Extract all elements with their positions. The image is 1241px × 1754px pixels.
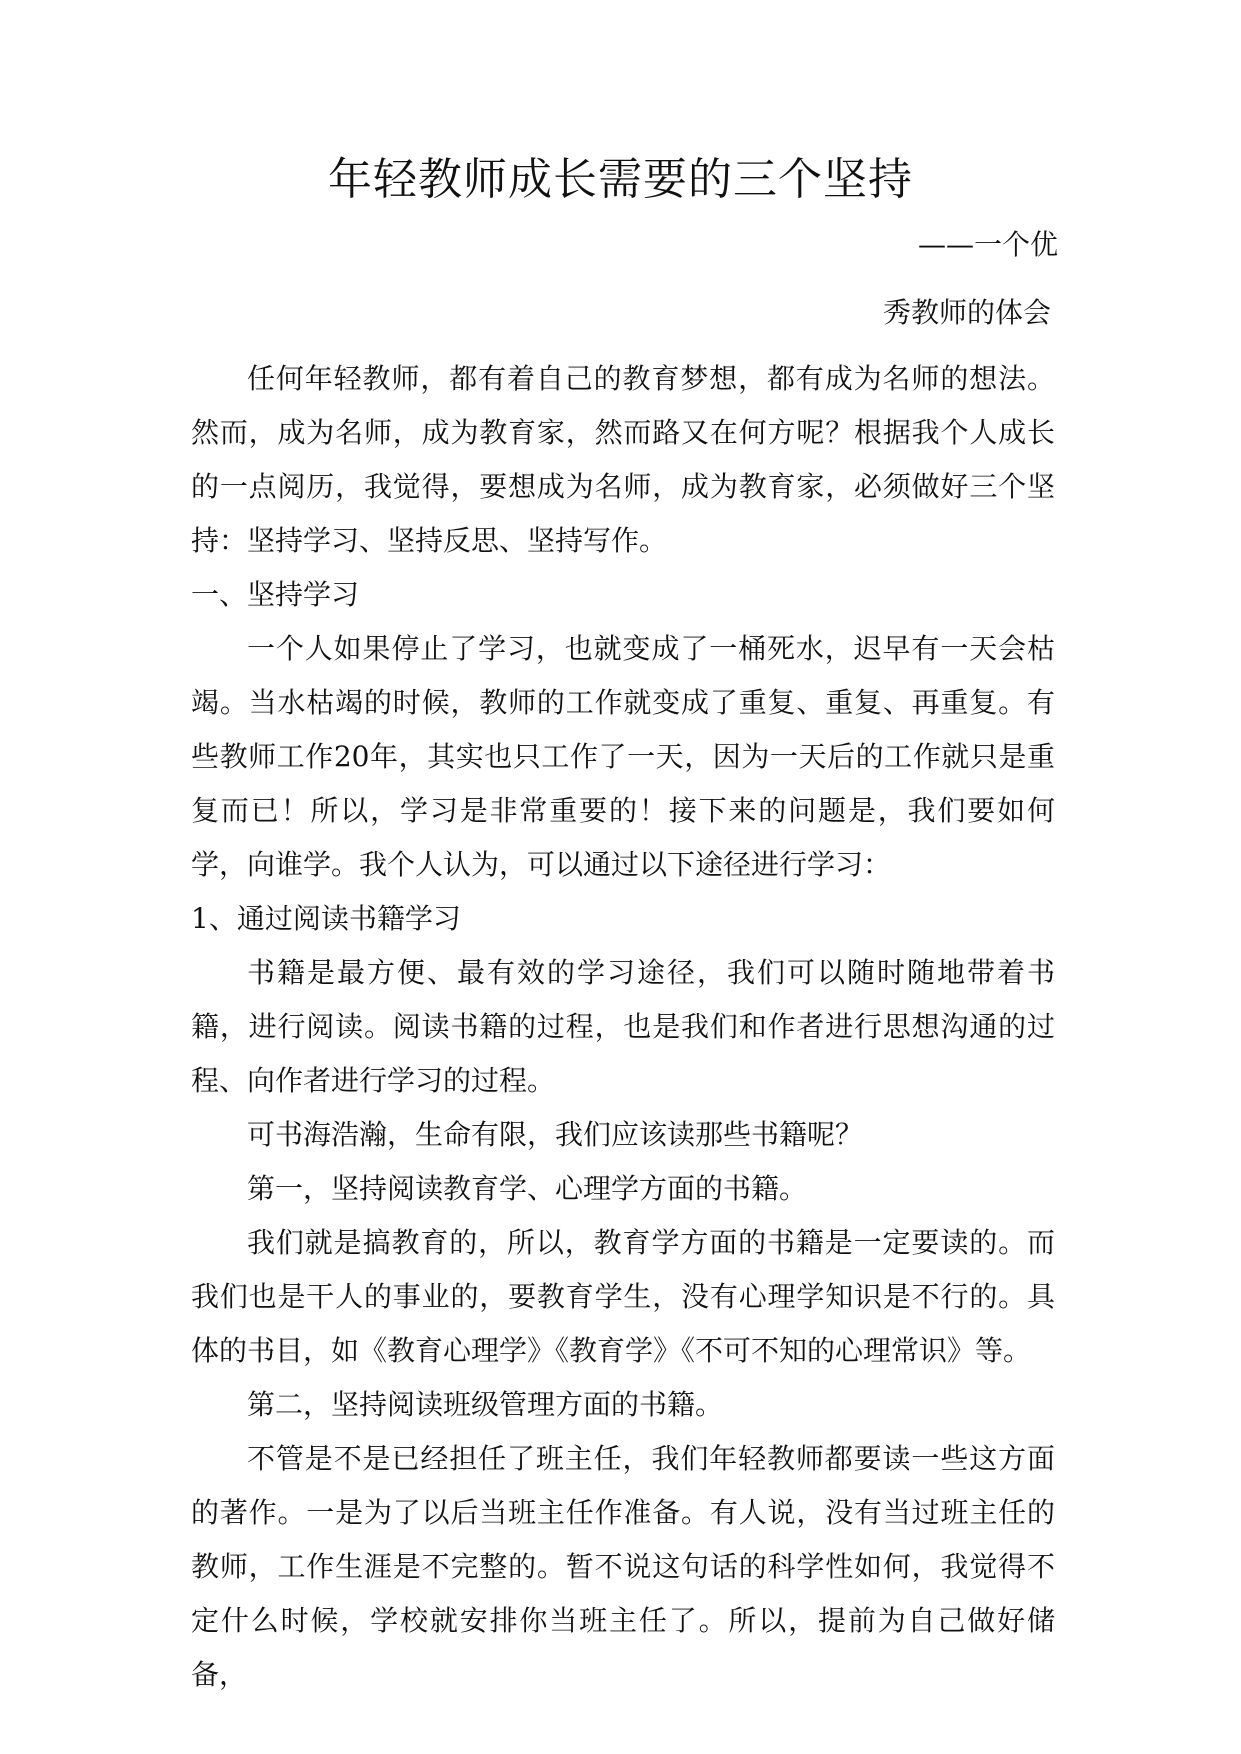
document-body: [191, 352, 1055, 1702]
paragraph: 不管是不是已经担任了班主任，我们年轻教师都要读一些这方面的著作。一是为了以后当班主任作准备。有人说，没有当过班主任的教师，工作生涯是不完整的。暂不说这句话的科学性如何，我觉得不定什么时候，学校就安排你当班主任了。所以，提前为自己做好储备，: [191, 1442, 1055, 1691]
byline-line-2: 秀教师的体会: [882, 296, 1051, 329]
byline-line-1: ——一个优: [917, 228, 1058, 261]
section-heading-1: 一、坚持学习: [191, 578, 360, 611]
paragraph: 可书海浩瀚，生命有限，我们应该读那些书籍呢？: [247, 1118, 864, 1151]
paragraph: 第一，坚持阅读教育学、心理学方面的书籍。: [247, 1172, 808, 1205]
paragraph: 我们就是搞教育的，所以，教育学方面的书籍是一定要读的。而我们也是干人的事业的，要教育学生，没有心理学知识是不行的。具体的书目，如《教育心理学》《教育学》《不可不知的心理常识》等。: [191, 1226, 1055, 1367]
paragraph: 书籍是最方便、最有效的学习途径，我们可以随时随地带着书籍，进行阅读。阅读书籍的过程，也是我们和作者进行思想沟通的过程、向作者进行学习的过程。: [191, 956, 1055, 1097]
paragraph: 一个人如果停止了学习，也就变成了一桶死水，迟早有一天会枯竭。当水枯竭的时候，教师的工作就变成了重复、重复、再重复。有些教师工作20年，其实也只工作了一天，因为一天后的工作就只是重复而已！所以，学习是非常重要的！接下来的问题是，我们要如何学，向谁学。我个人认为，可以通过以下途径进行学习：: [191, 632, 1055, 881]
paragraph: 第二，坚持阅读班级管理方面的书籍。: [247, 1388, 724, 1421]
paragraph-intro: 任何年轻教师，都有着自己的教育梦想，都有成为名师的想法。然而，成为名师，成为教育家，然而路又在何方呢？根据我个人成长的一点阅历，我觉得，要想成为名师，成为教育家，必须做好三个坚持：坚持学习、坚持反思、坚持写作。: [191, 362, 1055, 557]
document-title: 年轻教师成长需要的三个坚持: [328, 154, 913, 205]
subsection-heading-1: 1、通过阅读书籍学习: [191, 902, 461, 935]
